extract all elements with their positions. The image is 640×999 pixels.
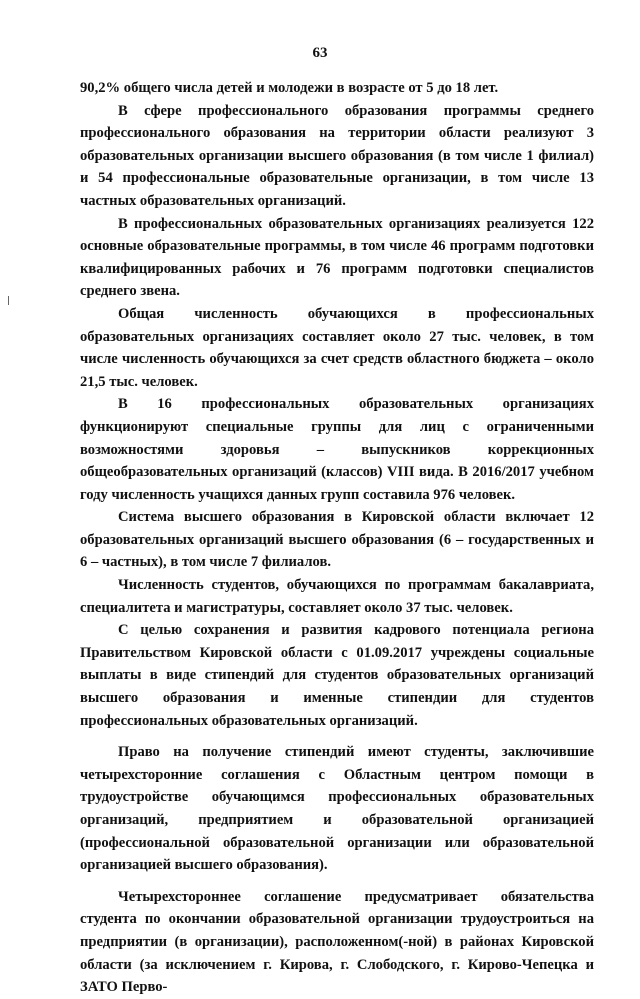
page-number: 63 bbox=[312, 45, 328, 61]
paragraph-10: Четырехстороннее соглашение предусматривает обязательства студента по окончании образовательной организации трудоустроиться на предприятии (в организации), расположенном(-ной) в районах Кировской области (за исключением г. Кирова, г. Слободского, г. Кирово-Чепецка и ЗАТО Перво- bbox=[80, 888, 594, 996]
paragraph-9: Право на получение стипендий имеют студенты, заключившие четырехсторонние соглашения с Областным центром помощи в трудоустройстве обучающимся профессиональных образовательных организаций, предприятием и образовательной организацией (профессиональной образовательной организации или образовательной организацией высшего образования). bbox=[80, 744, 594, 874]
paragraph-2: В сфере профессионального образования программы среднего профессионального образования на территории области реализуют 3 образовательных организации высшего образования (в том числе 1 филиал) и 54 профессиональные образовательные организации, в том числе 13 частных образовательных организаций. bbox=[80, 102, 594, 209]
paragraph-1: 90,2% общего числа детей и молодежи в возрасте от 5 до 18 лет. bbox=[80, 80, 499, 96]
paragraph-6: Система высшего образования в Кировской области включает 12 образовательных организаций высшего образования (6 – государственных и 6 – частных), в том числе 7 филиалов. bbox=[80, 509, 594, 571]
paragraph-4: Общая численность обучающихся в профессиональных образовательных организациях составляет около 27 тыс. человек, в том числе численность обучающихся за счет средств областного бюджета – около 21,5 тыс. человек. bbox=[80, 305, 594, 390]
margin-mark bbox=[8, 296, 9, 305]
paragraph-7: Численность студентов, обучающихся по программам бакалавриата, специалитета и магистратуры, составляет около 37 тыс. человек. bbox=[80, 577, 594, 616]
paragraph-3: В профессиональных образовательных организациях реализуется 122 основные образовательные программы, в том числе 46 программ подготовки квалифицированных рабочих и 76 программ подготовки специалистов среднего звена. bbox=[80, 215, 594, 300]
paragraph-8: С целью сохранения и развития кадрового потенциала региона Правительством Кировской области с 01.09.2017 учреждены социальные выплаты в виде стипендий для студентов образовательных организаций высшего образования и именные стипендии для студентов профессиональных образовательных организаций. bbox=[80, 622, 594, 729]
paragraph-5: В 16 профессиональных образовательных организациях функционируют специальные группы для лиц с ограниченными возможностями здоровья – выпускников коррекционных общеобразовательных организаций (классов) VIII вида. В 2016/2017 учебном году численность учащихся данных групп составила 976 человек. bbox=[80, 396, 594, 503]
body-text bbox=[80, 77, 594, 999]
